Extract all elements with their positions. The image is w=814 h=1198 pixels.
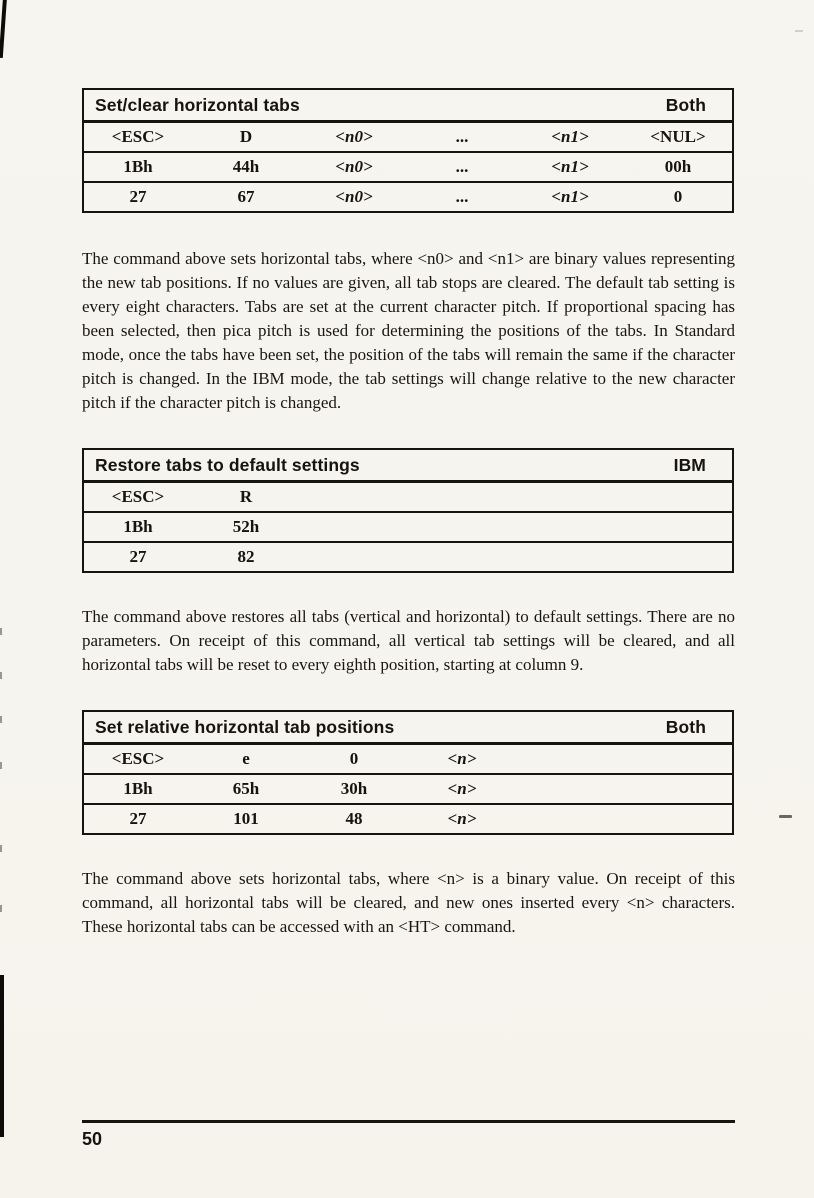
table-cell: <ESC> (111, 487, 165, 506)
scan-artifact (779, 815, 792, 818)
table-cell: 0 (673, 187, 683, 206)
table-cell: 67 (237, 187, 255, 206)
table-row (84, 153, 732, 183)
table-cell: 27 (129, 187, 147, 206)
scan-artifact (0, 845, 2, 852)
table-cell: 48 (345, 809, 363, 828)
table-title: Set relative horizontal tab positions (95, 716, 395, 737)
table-cell: <n0> (335, 187, 373, 206)
table-cell: R (239, 487, 253, 506)
table-scope-badge: IBM (673, 454, 706, 475)
table-cell: e (242, 749, 250, 768)
table-cell: ... (455, 157, 469, 176)
scan-artifact (0, 975, 4, 1137)
table-row (84, 483, 732, 513)
table-cell: <n1> (551, 187, 589, 206)
table-cell: ... (455, 127, 469, 146)
table-cell: <n0> (335, 157, 373, 176)
table-row (84, 183, 732, 211)
table-cell: 0 (349, 749, 359, 768)
scan-artifact (0, 672, 2, 679)
scan-artifact (0, 762, 2, 769)
scan-artifact (795, 30, 803, 32)
table-scope-badge: Both (665, 716, 706, 737)
table-header (84, 450, 732, 483)
table-cell: 1Bh (123, 779, 153, 798)
table-header (84, 712, 732, 745)
table-row (84, 543, 732, 571)
table-cell: <NUL> (650, 127, 706, 146)
command-table-restore-tabs-default (82, 448, 734, 573)
table-header (84, 90, 732, 123)
table-cell: 27 (129, 547, 147, 566)
table-title: Set/clear horizontal tabs (95, 94, 300, 115)
command-table-set-relative-tab-positions (82, 710, 734, 835)
paragraph: The command above sets horizontal tabs, where <n0> and <n1> are binary values representing the new tab positions. If no values are given, all tab stops are cleared. The default tab setting is every eight characters. Tabs are set at the current character pitch. If proportional spacing has been selected, then pica pitch is used for determining the positions of the tabs. In Standard mode, once the tabs have been set, the position of the tabs will remain the same if the character pitch is changed. In the IBM mode, the tab settings will change relative to the new character pitch if the character pitch is changed. (82, 249, 735, 412)
paragraph: The command above sets horizontal tabs, where <n> is a binary value. On receipt of this command, all horizontal tabs will be cleared, and new ones inserted every <n> characters. These horizontal tabs can be accessed with an <HT> command. (82, 869, 735, 936)
table-cell: 30h (340, 779, 368, 798)
footer-rule (82, 1120, 735, 1123)
table-cell: <ESC> (111, 749, 165, 768)
table-row (84, 745, 732, 775)
table-cell: 1Bh (123, 157, 153, 176)
scan-artifact (0, 628, 2, 635)
table-cell: 65h (232, 779, 260, 798)
table-row (84, 775, 732, 805)
table-title: Restore tabs to default settings (95, 454, 360, 475)
scan-artifact (0, 0, 7, 58)
table-cell: <n1> (551, 157, 589, 176)
table-row (84, 513, 732, 543)
command-table-set-clear-horizontal-tabs (82, 88, 734, 213)
table-cell: 101 (233, 809, 259, 828)
page-number: 50 (82, 1129, 103, 1149)
table-cell: <ESC> (111, 127, 165, 146)
table-cell: <n> (447, 779, 477, 798)
table-scope-badge: Both (665, 94, 706, 115)
scan-artifact (0, 716, 2, 723)
scan-artifact (0, 905, 2, 912)
table-row (84, 805, 732, 833)
table-cell: <n> (447, 809, 477, 828)
table-cell: <n0> (335, 127, 373, 146)
table-cell: 44h (232, 157, 260, 176)
table-cell: 82 (237, 547, 255, 566)
table-cell: 00h (664, 157, 692, 176)
table-cell: 27 (129, 809, 147, 828)
table-cell: 1Bh (123, 517, 153, 536)
table-row (84, 123, 732, 153)
table-cell: D (239, 127, 253, 146)
table-cell: 52h (232, 517, 260, 536)
table-cell: <n1> (551, 127, 589, 146)
table-cell: <n> (447, 749, 477, 768)
table-cell: ... (455, 187, 469, 206)
paragraph: The command above restores all tabs (vertical and horizontal) to default settings. There are no parameters. On receipt of this command, all vertical tab settings will be cleared, and all horizontal tabs will be reset to every eighth position, starting at column 9. (82, 607, 735, 674)
